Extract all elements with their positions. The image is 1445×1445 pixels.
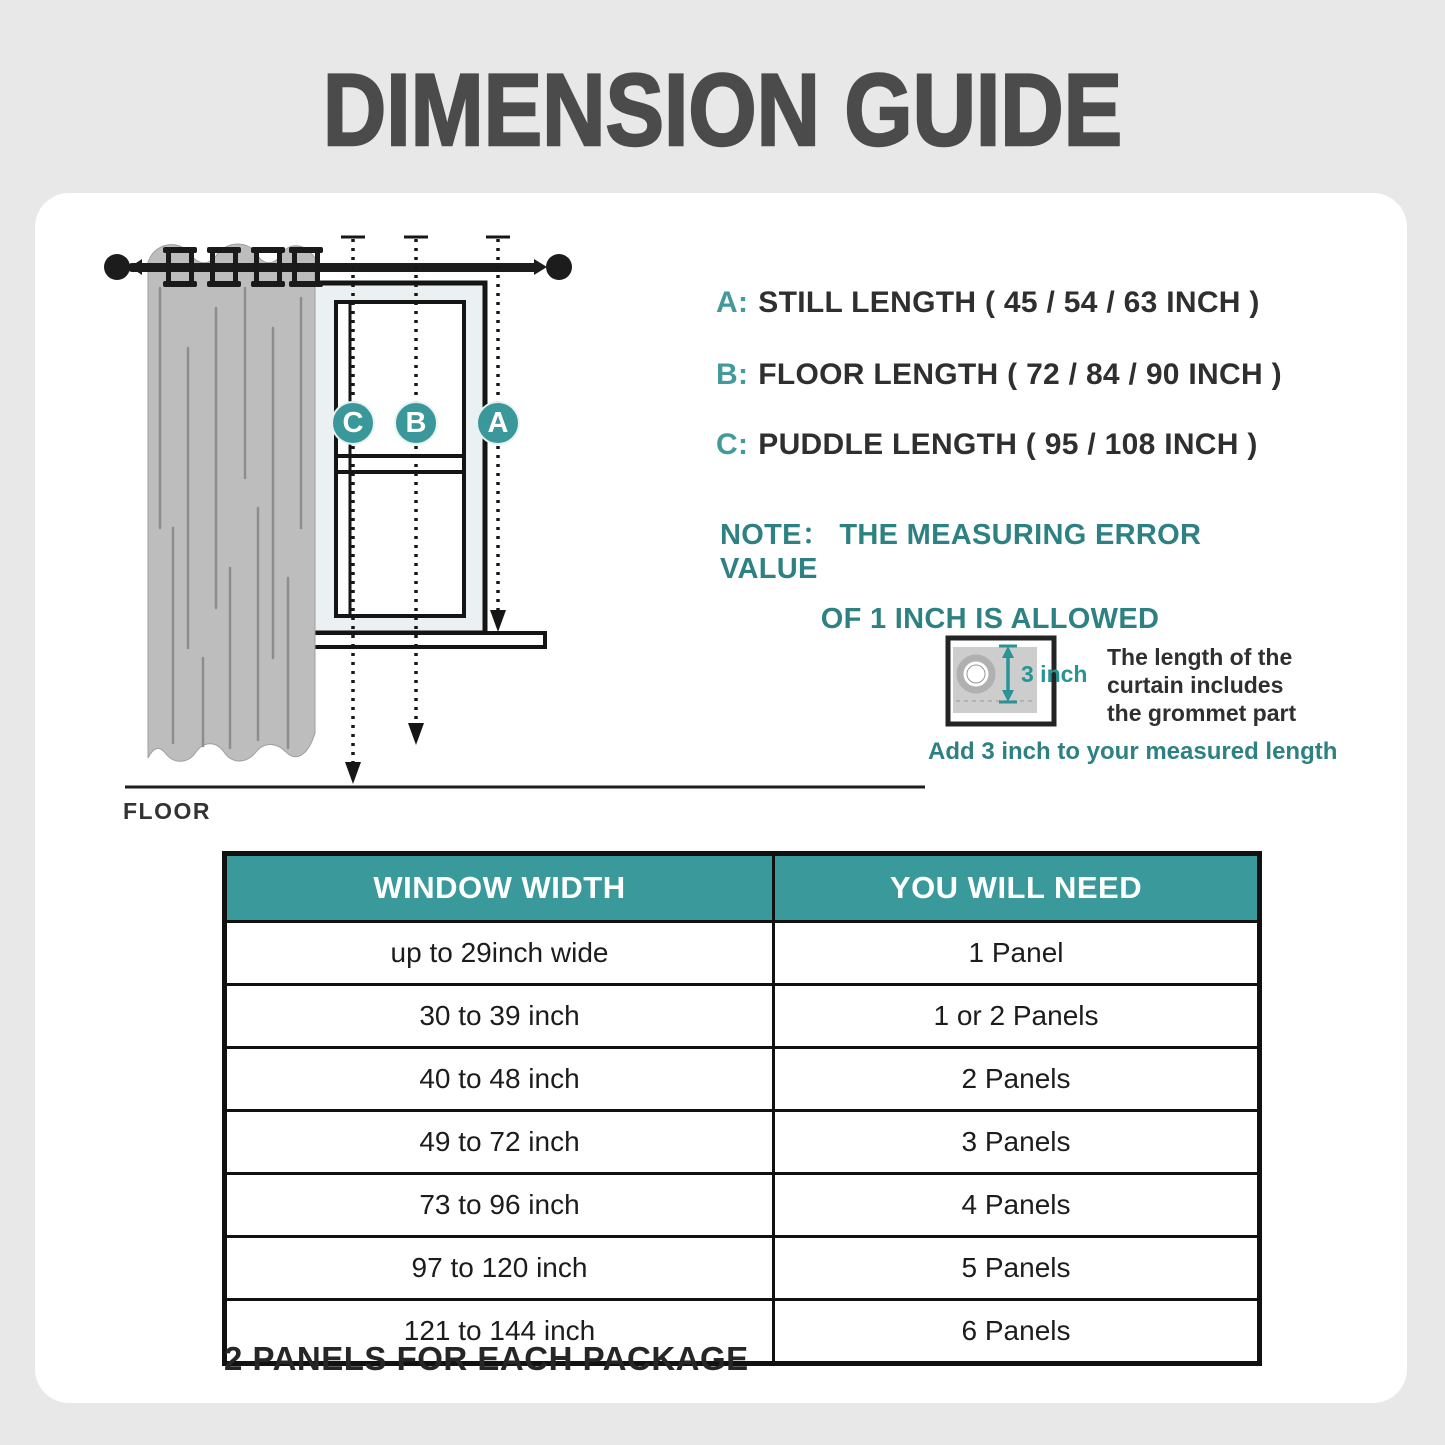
legend-item-c bbox=[716, 428, 1258, 462]
grommet-desc-line-2: curtain includes bbox=[1107, 672, 1284, 698]
cell-window-width: 73 to 96 inch bbox=[225, 1174, 774, 1237]
measuring-note bbox=[720, 512, 1260, 636]
cell-window-width: 40 to 48 inch bbox=[225, 1048, 774, 1111]
legend-text-a: STILL LENGTH ( 45 / 54 / 63 INCH ) bbox=[758, 286, 1260, 319]
three-inch-label: 3 inch bbox=[1021, 661, 1088, 687]
cell-panels: 3 Panels bbox=[774, 1111, 1260, 1174]
cell-panels: 2 Panels bbox=[774, 1048, 1260, 1111]
svg-text:B: B bbox=[405, 407, 427, 439]
table-header-row bbox=[225, 854, 1260, 922]
legend-item-a bbox=[716, 286, 1260, 320]
table-row bbox=[225, 1237, 1260, 1300]
cell-window-width: 49 to 72 inch bbox=[225, 1111, 774, 1174]
panel-requirement-table bbox=[222, 851, 1262, 1366]
cell-window-width: up to 29inch wide bbox=[225, 922, 774, 985]
legend-text-b: FLOOR LENGTH ( 72 / 84 / 90 INCH ) bbox=[758, 358, 1282, 391]
grommet-desc-line-1: The length of the bbox=[1107, 644, 1293, 670]
marker-badge-a bbox=[477, 402, 519, 444]
grommet-tip: Add 3 inch to your measured length bbox=[928, 738, 1338, 765]
marker-badge-b bbox=[395, 402, 437, 444]
window-illustration bbox=[303, 283, 485, 633]
svg-text:A: A bbox=[487, 407, 509, 439]
cell-window-width: 121 to 144 inch bbox=[225, 1300, 774, 1364]
note-line-1: NOTE： THE MEASURING ERROR VALUE bbox=[720, 519, 1202, 585]
cell-panels: 6 Panels bbox=[774, 1300, 1260, 1364]
grommet-desc-line-3: the grommet part bbox=[1107, 700, 1297, 726]
table-row bbox=[225, 1111, 1260, 1174]
svg-text:C: C bbox=[342, 407, 364, 439]
legend-item-b bbox=[716, 358, 1282, 392]
note-line-2: OF 1 INCH IS ALLOWED bbox=[820, 603, 1160, 635]
package-footnote: 2 PANELS FOR EACH PACKAGE bbox=[224, 1340, 749, 1377]
legend-prefix-c: C: bbox=[716, 428, 749, 461]
grommet-ring-icon bbox=[960, 658, 992, 690]
cell-panels: 1 Panel bbox=[774, 922, 1260, 985]
marker-badge-c bbox=[332, 402, 374, 444]
table-row bbox=[225, 922, 1260, 985]
cell-panels: 5 Panels bbox=[774, 1237, 1260, 1300]
table-row bbox=[225, 1048, 1260, 1111]
legend-prefix-a: A: bbox=[716, 286, 749, 319]
cell-panels: 4 Panels bbox=[774, 1174, 1260, 1237]
legend-text-c: PUDDLE LENGTH ( 95 / 108 INCH ) bbox=[758, 428, 1258, 461]
header-you-will-need: YOU WILL NEED bbox=[774, 854, 1260, 922]
table-row bbox=[225, 985, 1260, 1048]
grommet-description bbox=[1107, 643, 1296, 727]
table-row bbox=[225, 1174, 1260, 1237]
legend-prefix-b: B: bbox=[716, 358, 749, 391]
cell-window-width: 30 to 39 inch bbox=[225, 985, 774, 1048]
cell-window-width: 97 to 120 inch bbox=[225, 1237, 774, 1300]
curtain-illustration bbox=[148, 244, 315, 761]
floor-label: FLOOR bbox=[123, 798, 211, 824]
window-sill bbox=[308, 633, 545, 647]
cell-panels: 1 or 2 Panels bbox=[774, 985, 1260, 1048]
page-title: DIMENSION GUIDE bbox=[322, 53, 1123, 167]
header-window-width: WINDOW WIDTH bbox=[225, 854, 774, 922]
